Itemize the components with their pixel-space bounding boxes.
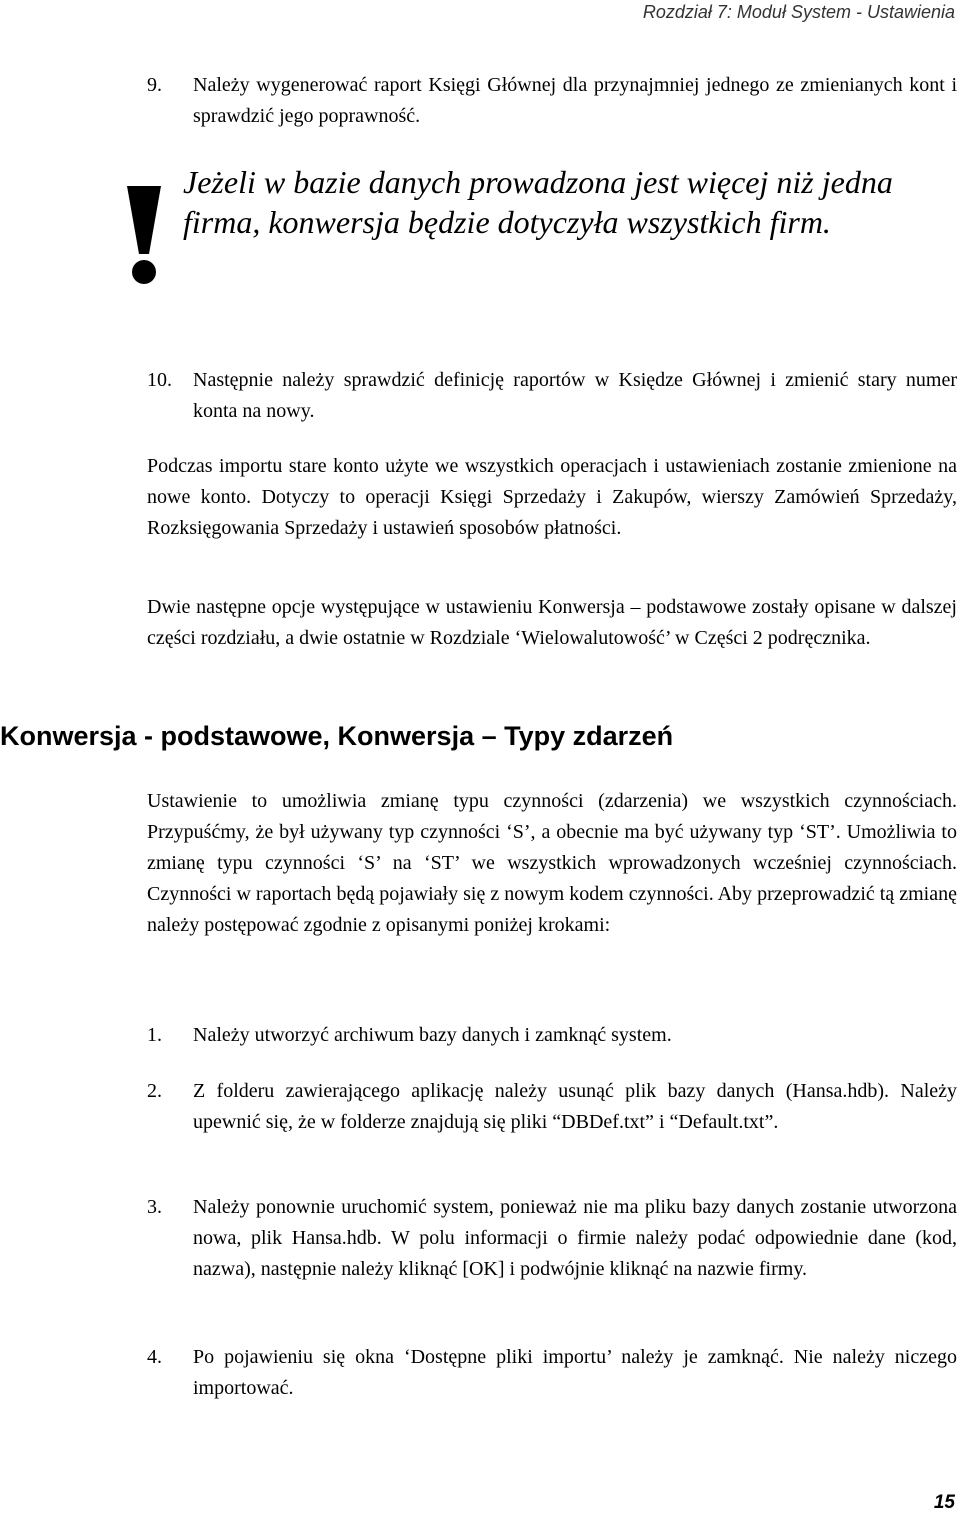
step-number: 1.	[147, 1024, 162, 1046]
list-item-step-9	[147, 70, 957, 132]
list-item-step-3	[147, 1192, 957, 1285]
running-header: Rozdział 7: Moduł System - Ustawienia	[642, 2, 955, 22]
step-text: Następnie należy sprawdzić definicję raportów w Księdze Głównej i zmienić stary numer konta na nowy.	[193, 369, 957, 422]
list-item-step-2	[147, 1076, 957, 1138]
step-text: Należy ponownie uruchomić system, ponieważ nie ma pliku bazy danych zostanie utworzona nowa, plik Hansa.hdb. W polu informacji o firmie należy podać odpowiednie dane (kod, nazwa), następnie należy kliknąć [OK] i podwójnie kliknąć na nazwie firmy.	[193, 1196, 957, 1280]
step-number: 9.	[147, 74, 162, 96]
step-text: Należy wygenerować raport Księgi Głównej dla przynajmniej jednego ze zmienianych kont i sprawdzić jego poprawność.	[193, 74, 957, 127]
step-text: Należy utworzyć archiwum bazy danych i zamknąć system.	[193, 1024, 672, 1046]
step-number: 10.	[147, 369, 172, 391]
page-number: 15	[933, 1492, 955, 1513]
step-number: 3.	[147, 1196, 162, 1218]
step-number: 4.	[147, 1346, 162, 1368]
section-heading: Konwersja - podstawowe, Konwersja – Typy zdarzeń	[0, 721, 674, 751]
list-item-step-1	[147, 1020, 957, 1051]
step-number: 2.	[147, 1080, 162, 1102]
warning-text: Jeżeli w bazie danych prowadzona jest więcej niż jedna firma, konwersja będzie dotyczyła wszystkich firm.	[183, 164, 893, 240]
step-text: Z folderu zawierającego aplikację należy usunąć plik bazy danych (Hansa.hdb). Należy upewnić się, że w folderze znajdują się pliki “DBDef.txt” i “Default.txt”.	[193, 1080, 957, 1133]
paragraph-next-options: Dwie następne opcje występujące w ustawieniu Konwersja – podstawowe zostały opisane w dalszej części rozdziału, a dwie ostatnie w Rozdziale ‘Wielowalutowość’ w Części 2 podręcznika.	[147, 596, 957, 649]
exclamation-icon	[117, 186, 171, 286]
step-text: Po pojawieniu się okna ‘Dostępne pliki importu’ należy je zamknąć. Nie należy niczego importować.	[193, 1346, 957, 1399]
paragraph-section-intro: Ustawienie to umożliwia zmianę typu czynności (zdarzenia) we wszystkich czynnościach. Przypuśćmy, że był używany typ czynności ‘S’, a obecnie ma być używany typ ‘ST’. Umożliwia to zmianę typu czynności ‘S’ na ‘ST’ we wszystkich wprowadzonych wcześniej czynnościach. Czynności w raportach będą pojawiały się z nowym kodem czynności. Aby przeprowadzić tą zmianę należy postępować zgodnie z opisanymi poniżej krokami:	[147, 790, 957, 936]
list-item-step-4	[147, 1342, 957, 1404]
list-item-step-10	[147, 365, 957, 427]
paragraph-import-note: Podczas importu stare konto użyte we wszystkich operacjach i ustawieniach zostanie zmienione na nowe konto. Dotyczy to operacji Księgi Sprzedaży i Zakupów, wierszy Zamówień Sprzedaży, Rozksięgowania Sprzedaży i ustawień sposobów płatności.	[147, 455, 957, 539]
